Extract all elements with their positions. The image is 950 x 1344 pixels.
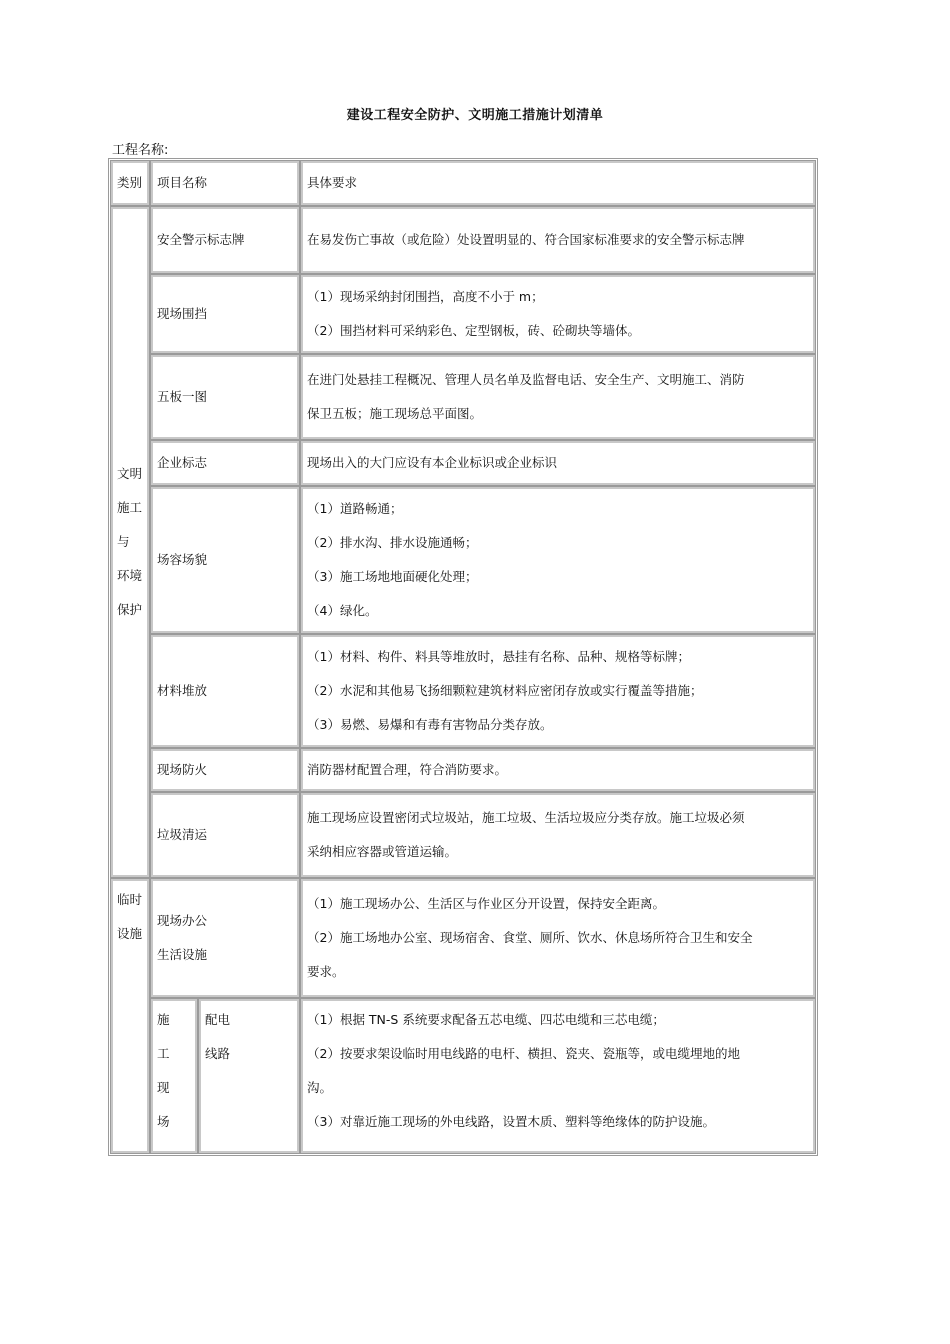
table-row-requirement: 在进门处悬挂工程概况、管理人员名单及监督电话、安全生产、文明施工、消防 保卫五板；施工现场总平面图。 — [301, 355, 815, 439]
category-civilized-construction: 文明 施工 与 环境 保护 — [111, 207, 149, 877]
category-temporary-facilities: 临时 设施 — [111, 879, 149, 1153]
table-row-requirement: （1）现场采纳封闭围挡，高度不小于 m； （2）围挡材料可采纳彩色、定型钢板，砖、砼砌块等墙体。 — [301, 275, 815, 353]
table-row-requirement: 在易发伤亡事故（或危险）处设置明显的、符合国家标准要求的安全警示标志牌 — [301, 207, 815, 273]
table-row-item: 安全警示标志牌 — [151, 207, 299, 273]
table-row-requirement: 施工现场应设置密闭式垃圾站，施工垃圾、生活垃圾应分类存放。施工垃圾必须 采纳相应容器或管道运输。 — [301, 793, 815, 877]
table-row-requirement: （1）根据 TN-S 系统要求配备五芯电缆、四芯电缆和三芯电缆； （2）按要求架设临时用电线路的电杆、横担、瓷夹、瓷瓶等，或电缆埋地的地 沟。 （3）对靠近施工现场的外电线路，设置木质、塑料等绝缘体的防护设施。 — [301, 999, 815, 1153]
table-row-item: 现场办公 生活设施 — [151, 879, 299, 997]
table-row-item: 现场围挡 — [151, 275, 299, 353]
table-row-requirement: 现场出入的大门应设有本企业标识或企业标识 — [301, 441, 815, 485]
table-row-item: 现场防火 — [151, 749, 299, 791]
header-item: 项目名称 — [151, 161, 299, 205]
document-title: 建设工程安全防护、文明施工措施计划清单 — [346, 108, 604, 123]
table-row-subcategory: 施 工 现 场 — [151, 999, 197, 1153]
header-category: 类别 — [111, 161, 149, 205]
table-row-item: 五板一图 — [151, 355, 299, 439]
measures-table — [108, 158, 818, 1156]
project-name-label: 工程名称: — [112, 143, 169, 158]
table-row-item: 企业标志 — [151, 441, 299, 485]
table-row-item: 垃圾清运 — [151, 793, 299, 877]
table-row-requirement: （1）施工现场办公、生活区与作业区分开设置，保持安全距离。 （2）施工场地办公室、现场宿舍、食堂、厕所、饮水、休息场所符合卫生和安全 要求。 — [301, 879, 815, 997]
table-row-requirement: （1）道路畅通； （2）排水沟、排水设施通畅； （3）施工场地地面硬化处理； （4）绿化。 — [301, 487, 815, 633]
table-row-item: 场容场貌 — [151, 487, 299, 633]
table-row-item: 材料堆放 — [151, 635, 299, 747]
header-requirement: 具体要求 — [301, 161, 815, 205]
table-row-requirement: 消防器材配置合理，符合消防要求。 — [301, 749, 815, 791]
table-row-requirement: （1）材料、构件、料具等堆放时，悬挂有名称、品种、规格等标牌； （2）水泥和其他易飞扬细颗粒建筑材料应密闭存放或实行覆盖等措施； （3）易燃、易爆和有毒有害物品分类存放。 — [301, 635, 815, 747]
table-row-item: 配电 线路 — [199, 999, 299, 1153]
